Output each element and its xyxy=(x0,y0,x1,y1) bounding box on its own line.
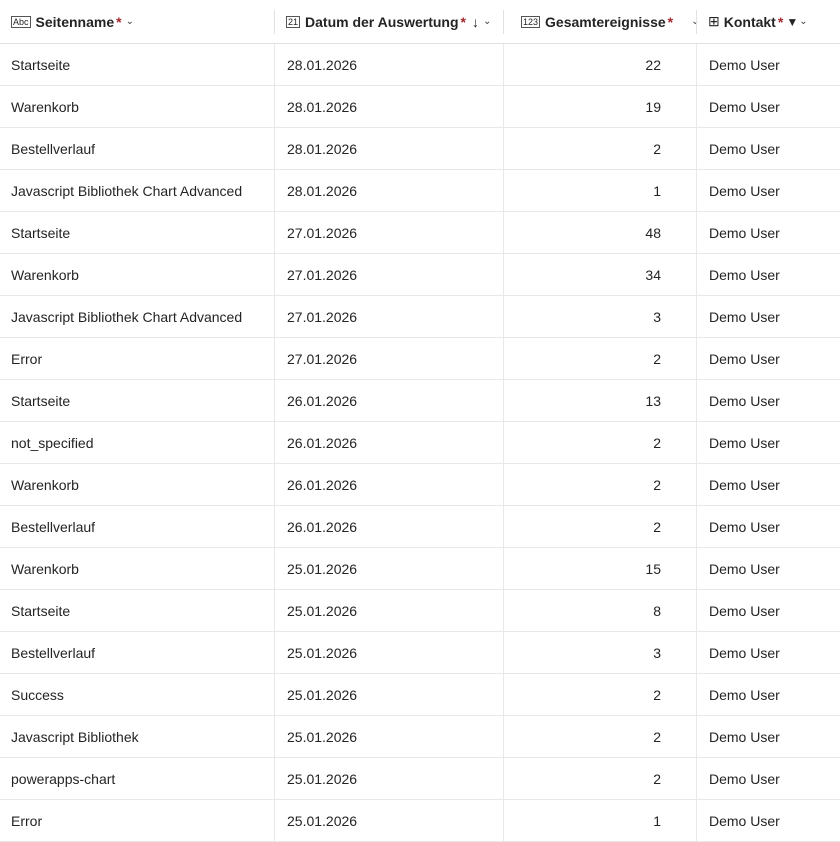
table-row[interactable] xyxy=(0,296,840,338)
cell-datum[interactable]: 28.01.2026 xyxy=(274,86,503,127)
cell-seitenname[interactable]: Startseite xyxy=(11,602,71,619)
column-header-seitenname[interactable] xyxy=(0,0,274,43)
chevron-down-icon[interactable]: ⌄ xyxy=(482,16,492,27)
cell-gesamtereignisse[interactable]: 2 xyxy=(503,758,696,799)
table-row[interactable] xyxy=(0,338,840,380)
cell-kontakt[interactable]: Demo User xyxy=(696,254,840,295)
cell-seitenname[interactable]: Error xyxy=(11,812,43,829)
table-row[interactable] xyxy=(0,548,840,590)
cell-datum[interactable]: 26.01.2026 xyxy=(274,380,503,421)
cell-gesamtereignisse[interactable]: 2 xyxy=(503,128,696,169)
cell-kontakt[interactable]: Demo User xyxy=(696,86,840,127)
table-row[interactable] xyxy=(0,674,840,716)
cell-datum[interactable]: 28.01.2026 xyxy=(274,44,503,85)
cell-seitenname[interactable]: Warenkorb xyxy=(11,266,79,283)
cell-kontakt[interactable]: Demo User xyxy=(696,632,840,673)
cell-kontakt[interactable]: Demo User xyxy=(696,296,840,337)
cell-kontakt[interactable]: Demo User xyxy=(696,212,840,253)
cell-seitenname[interactable]: Startseite xyxy=(11,56,71,73)
column-label: Datum der Auswertung xyxy=(305,13,459,30)
table-row[interactable] xyxy=(0,422,840,464)
cell-datum[interactable]: 28.01.2026 xyxy=(274,128,503,169)
cell-seitenname[interactable]: Javascript Bibliothek Chart Advanced xyxy=(11,308,243,325)
chevron-down-icon[interactable]: ⌄ xyxy=(691,16,700,27)
column-label: Gesamtereignisse xyxy=(545,13,666,30)
cell-kontakt[interactable]: Demo User xyxy=(696,674,840,715)
cell-seitenname[interactable]: Warenkorb xyxy=(11,560,79,577)
calendar-icon: 21 xyxy=(288,16,299,27)
chevron-down-icon[interactable]: ⌄ xyxy=(799,16,808,27)
cell-gesamtereignisse[interactable]: 2 xyxy=(503,422,696,463)
cell-seitenname[interactable]: Warenkorb xyxy=(11,476,79,493)
cell-seitenname[interactable]: Bestellverlauf xyxy=(11,140,96,157)
cell-kontakt[interactable]: Demo User xyxy=(696,170,840,211)
cell-datum[interactable]: 25.01.2026 xyxy=(274,758,503,799)
cell-datum[interactable]: 26.01.2026 xyxy=(274,464,503,505)
cell-kontakt[interactable]: Demo User xyxy=(696,506,840,547)
cell-kontakt[interactable]: Demo User xyxy=(696,800,840,841)
cell-datum[interactable]: 26.01.2026 xyxy=(274,506,503,547)
cell-seitenname[interactable]: Javascript Bibliothek xyxy=(11,728,139,745)
cell-gesamtereignisse[interactable]: 2 xyxy=(503,464,696,505)
cell-gesamtereignisse[interactable]: 3 xyxy=(503,632,696,673)
cell-seitenname[interactable]: Warenkorb xyxy=(11,98,79,115)
table-row[interactable] xyxy=(0,212,840,254)
lookup-icon: ⊞ xyxy=(708,13,720,29)
required-marker: * xyxy=(116,13,122,30)
table-row[interactable] xyxy=(0,590,840,632)
table-row[interactable] xyxy=(0,758,840,800)
cell-kontakt[interactable]: Demo User xyxy=(696,380,840,421)
cell-gesamtereignisse[interactable]: 13 xyxy=(503,380,696,421)
cell-gesamtereignisse[interactable]: 34 xyxy=(503,254,696,295)
required-marker: * xyxy=(460,13,466,30)
table-row[interactable] xyxy=(0,632,840,674)
number-field-icon: 123 xyxy=(523,16,539,27)
cell-datum[interactable]: 26.01.2026 xyxy=(274,422,503,463)
cell-gesamtereignisse[interactable]: 22 xyxy=(503,44,696,85)
cell-seitenname[interactable]: Error xyxy=(11,350,43,367)
cell-seitenname[interactable]: powerapps-chart xyxy=(11,770,116,787)
cell-gesamtereignisse[interactable]: 2 xyxy=(503,338,696,379)
column-label: Seitenname xyxy=(35,13,115,30)
cell-kontakt[interactable]: Demo User xyxy=(696,422,840,463)
cell-datum[interactable]: 25.01.2026 xyxy=(274,548,503,589)
table-row[interactable] xyxy=(0,800,840,842)
column-header-datum[interactable] xyxy=(274,0,503,43)
cell-gesamtereignisse[interactable]: 48 xyxy=(503,212,696,253)
table-row[interactable] xyxy=(0,170,840,212)
cell-gesamtereignisse[interactable]: 1 xyxy=(503,800,696,841)
table-row[interactable] xyxy=(0,716,840,758)
text-field-icon: Abc xyxy=(13,16,29,27)
cell-datum[interactable]: 25.01.2026 xyxy=(274,632,503,673)
required-marker: * xyxy=(777,13,784,30)
table-row[interactable] xyxy=(0,128,840,170)
cell-seitenname[interactable]: Bestellverlauf xyxy=(11,518,96,535)
cell-kontakt[interactable]: Demo User xyxy=(696,590,840,631)
grid-header xyxy=(0,0,840,44)
cell-datum[interactable]: 27.01.2026 xyxy=(274,296,503,337)
cell-seitenname[interactable]: Bestellverlauf xyxy=(11,644,96,661)
cell-gesamtereignisse[interactable]: 2 xyxy=(503,674,696,715)
cell-datum[interactable]: 25.01.2026 xyxy=(274,674,503,715)
cell-kontakt[interactable]: Demo User xyxy=(696,548,840,589)
cell-seitenname[interactable]: Success xyxy=(11,686,64,703)
filter-icon: ▼ xyxy=(786,14,799,29)
table-row[interactable] xyxy=(0,44,840,86)
column-label: Kontakt xyxy=(723,13,776,30)
cell-kontakt[interactable]: Demo User xyxy=(696,716,840,757)
cell-kontakt[interactable]: Demo User xyxy=(696,338,840,379)
column-header-gesamtereignisse[interactable] xyxy=(503,0,700,43)
grid-body xyxy=(0,44,840,842)
cell-kontakt[interactable]: Demo User xyxy=(696,464,840,505)
cell-gesamtereignisse[interactable]: 8 xyxy=(503,590,696,631)
cell-seitenname[interactable]: Javascript Bibliothek Chart Advanced xyxy=(11,182,243,199)
cell-gesamtereignisse[interactable]: 15 xyxy=(503,548,696,589)
table-row[interactable] xyxy=(0,506,840,548)
cell-datum[interactable]: 27.01.2026 xyxy=(274,338,503,379)
cell-datum[interactable]: 25.01.2026 xyxy=(274,716,503,757)
column-header-kontakt[interactable] xyxy=(696,0,840,43)
cell-datum[interactable]: 25.01.2026 xyxy=(274,800,503,841)
cell-seitenname[interactable]: not_specified xyxy=(11,434,94,451)
chevron-down-icon[interactable]: ⌄ xyxy=(125,16,134,27)
cell-kontakt[interactable]: Demo User xyxy=(696,758,840,799)
cell-datum[interactable]: 27.01.2026 xyxy=(274,254,503,295)
table-row[interactable] xyxy=(0,86,840,128)
cell-kontakt[interactable]: Demo User xyxy=(696,44,840,85)
table-row[interactable] xyxy=(0,380,840,422)
cell-kontakt[interactable]: Demo User xyxy=(696,128,840,169)
cell-datum[interactable]: 25.01.2026 xyxy=(274,590,503,631)
cell-datum[interactable]: 27.01.2026 xyxy=(274,212,503,253)
cell-gesamtereignisse[interactable]: 2 xyxy=(503,506,696,547)
cell-gesamtereignisse[interactable]: 3 xyxy=(503,296,696,337)
cell-datum[interactable]: 28.01.2026 xyxy=(274,170,503,211)
sort-descending-icon: ↓ xyxy=(471,13,479,30)
cell-gesamtereignisse[interactable]: 19 xyxy=(503,86,696,127)
cell-gesamtereignisse[interactable]: 2 xyxy=(503,716,696,757)
table-row[interactable] xyxy=(0,254,840,296)
table-row[interactable] xyxy=(0,464,840,506)
cell-seitenname[interactable]: Startseite xyxy=(11,224,71,241)
cell-seitenname[interactable]: Startseite xyxy=(11,392,71,409)
required-marker: * xyxy=(667,13,674,30)
cell-gesamtereignisse[interactable]: 1 xyxy=(503,170,696,211)
